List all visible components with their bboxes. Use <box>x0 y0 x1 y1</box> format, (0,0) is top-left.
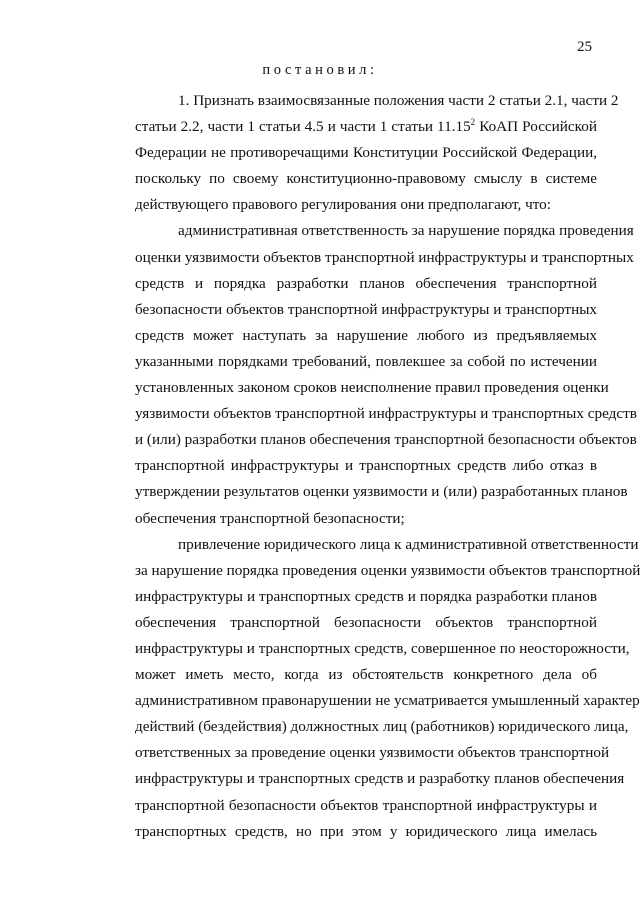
text-line: утверждении результатов оценки уязвимости и (или) разработанных планов <box>135 483 628 501</box>
page-number: 25 <box>577 39 592 55</box>
text-line: средств и порядка разработки планов обеспечения транспортной <box>135 274 597 292</box>
text-line: привлечение юридического лица к административной ответственности <box>178 535 639 553</box>
text-line <box>92 114 597 140</box>
text-line: может иметь место, когда из обстоятельств конкретного дела об <box>135 666 597 684</box>
text-line: транспортной инфраструктуры и транспортных средств либо отказ в <box>135 457 597 475</box>
text-line: ответственных за проведение оценки уязвимости объектов транспортной <box>135 744 610 762</box>
text-line: транспортных средств, но при этом у юридического лица имелась <box>135 822 597 840</box>
text-line: административном правонарушении не усматривается умышленный характер <box>135 692 640 710</box>
text-line: обеспечения транспортной безопасности объектов транспортной <box>135 613 597 631</box>
text-line: за нарушение порядка проведения оценки уязвимости объектов транспортной <box>135 561 640 579</box>
text-line: указанными порядками требований, повлекшее за собой по истечении <box>135 352 597 370</box>
text-line: инфраструктуры и транспортных средств, совершенное по неосторожности, <box>135 639 630 657</box>
text-line: установленных законом сроков неисполнение правил проведения оценки <box>135 379 609 397</box>
resolution-heading: постановил: <box>262 62 378 78</box>
superscript: 2 <box>470 117 476 128</box>
paragraph-2 <box>92 218 637 531</box>
text-line: обеспечения транспортной безопасности; <box>135 509 405 527</box>
text-line: действий (бездействия) должностных лиц (работников) юридического лица, <box>135 718 629 736</box>
text-line: инфраструктуры и транспортных средств и порядка разработки планов <box>135 587 597 605</box>
text-line: уязвимости объектов транспортной инфраструктуры и транспортных средств <box>135 405 637 423</box>
text-line: средств может наступать за нарушение любого из предъявляемых <box>135 326 597 344</box>
text-line: действующего правового регулирования они предполагают, что: <box>135 196 551 214</box>
text-line: Федерации не противоречащими Конституции Российской Федерации, <box>135 144 597 162</box>
paragraph-1 <box>92 88 619 218</box>
text-line: административная ответственность за нарушение порядка проведения <box>178 222 634 240</box>
text-line: инфраструктуры и транспортных средств и разработку планов обеспечения <box>135 770 625 788</box>
text-line: безопасности объектов транспортной инфраструктуры и транспортных <box>135 300 597 318</box>
text-line-part: КоАП Российской <box>475 118 598 136</box>
text-line: оценки уязвимости объектов транспортной инфраструктуры и транспортных <box>135 248 634 266</box>
text-line: транспортной безопасности объектов транспортной инфраструктуры и <box>135 796 597 814</box>
document-body <box>92 88 640 845</box>
text-line-part: статьи 2.2, части 1 статьи 4.5 и части 1 статьи 11.15 <box>135 118 471 136</box>
text-line: поскольку по своему конституционно-правовому смыслу в системе <box>135 170 597 188</box>
text-line: и (или) разработки планов обеспечения транспортной безопасности объектов <box>135 431 637 449</box>
text-line: 1. Признать взаимосвязанные положения части 2 статьи 2.1, части 2 <box>178 92 619 109</box>
paragraph-3 <box>92 532 640 845</box>
